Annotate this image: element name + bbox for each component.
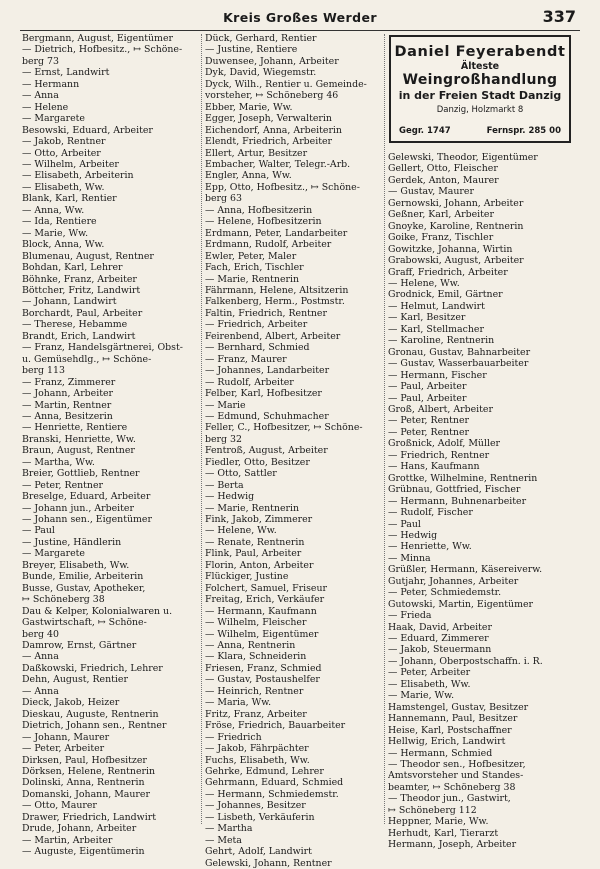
directory-entry: Domanski, Johann, Maurer bbox=[22, 788, 150, 800]
directory-entry: Erdmann, Peter, Landarbeiter bbox=[205, 227, 348, 239]
directory-entry: Breier, Gottlieb, Rentner bbox=[22, 468, 140, 480]
directory-entry: Faltin, Friedrich, Rentner bbox=[205, 307, 327, 319]
directory-entry: Breselge, Eduard, Arbeiter bbox=[22, 491, 151, 503]
directory-entry: — Ernst, Landwirt bbox=[22, 67, 110, 79]
directory-entry: Fiedler, Otto, Besitzer bbox=[205, 456, 310, 468]
directory-entry: — Franz, Handelsgärtnerei, Obst- bbox=[22, 342, 183, 354]
directory-entry: — Auguste, Eigentümerin bbox=[22, 846, 145, 858]
directory-entry: berg 73 bbox=[22, 55, 59, 67]
ad-business: Weingroßhandlung bbox=[402, 72, 558, 88]
directory-entry: — Justine, Händlerin bbox=[22, 536, 122, 548]
directory-entry: — Wilhelm, Fleischer bbox=[205, 617, 307, 629]
directory-entry: Fentroß, August, Arbeiter bbox=[205, 445, 328, 457]
directory-entry: Fink, Jakob, Zimmerer bbox=[205, 514, 313, 526]
directory-entry: ↦ Schöneberg 112 bbox=[388, 804, 477, 816]
directory-entry: Ewler, Peter, Maler bbox=[205, 250, 297, 262]
directory-entry: — Helene, Ww. bbox=[388, 277, 460, 289]
directory-entry: — Hermann, Kaufmann bbox=[205, 605, 317, 617]
directory-entry: — Frieda bbox=[388, 610, 432, 622]
directory-entry: Erdmann, Rudolf, Arbeiter bbox=[205, 239, 332, 251]
directory-entry: Block, Anna, Ww. bbox=[22, 239, 105, 251]
directory-entry: Dörksen, Helene, Rentnerin bbox=[22, 766, 156, 777]
directory-entry: Daßkowski, Friedrich, Lehrer bbox=[22, 662, 163, 674]
directory-entry: Dolinski, Anna, Rentnerin bbox=[22, 777, 145, 789]
directory-entry: — Peter, Rentner bbox=[388, 426, 469, 438]
directory-entry: — Marie bbox=[205, 399, 246, 411]
directory-entry: Herhudt, Karl, Tierarzt bbox=[388, 827, 499, 839]
directory-entry: Amtsvorsteher und Standes- bbox=[388, 770, 524, 782]
directory-entry: Bohdan, Karl, Lehrer bbox=[22, 262, 123, 274]
directory-entry: — Henriette, Ww. bbox=[388, 541, 472, 553]
directory-entry: Fritz, Franz, Arbeiter bbox=[205, 708, 307, 720]
directory-entry: — Maria, Ww. bbox=[205, 697, 272, 709]
directory-entry: — Helene, Hofbesitzerin bbox=[205, 216, 322, 228]
directory-entry: Eichendorf, Anna, Arbeiterin bbox=[205, 124, 342, 136]
directory-entry: — Berta bbox=[205, 479, 244, 491]
directory-entry: Breyer, Elisabeth, Ww. bbox=[22, 559, 130, 571]
directory-entry: Gnoyke, Karoline, Rentnerin bbox=[388, 220, 524, 232]
directory-entry: Dyck, Wilh., Rentier u. Gemeinde- bbox=[205, 78, 367, 90]
directory-entry: Böhnke, Franz, Arbeiter bbox=[22, 273, 137, 285]
directory-entry: Dück, Gerhard, Rentier bbox=[205, 33, 317, 44]
directory-entry: Engler, Anna, Ww. bbox=[205, 170, 292, 182]
page-number: 337 bbox=[542, 7, 576, 26]
directory-entry: — Hermann, Buhnenarbeiter bbox=[388, 495, 527, 507]
directory-entry: — Franz, Zimmerer bbox=[22, 376, 116, 388]
directory-entry: — Martin, Arbeiter bbox=[22, 834, 113, 846]
directory-entry: — Justine, Rentiere bbox=[205, 44, 298, 56]
directory-entry: — Paul bbox=[22, 525, 55, 537]
directory-entry: Feller, C., Hofbesitzer, ↦ Schöne- bbox=[205, 422, 363, 434]
directory-entry: berg 32 bbox=[205, 433, 242, 445]
directory-entry: Felber, Karl, Hofbesitzer bbox=[205, 388, 322, 400]
directory-entry: Gowitzke, Johanna, Wirtin bbox=[388, 243, 513, 255]
directory-entry: — Paul, Arbeiter bbox=[388, 392, 467, 404]
directory-entry: Dehn, August, Rentier bbox=[22, 674, 128, 686]
directory-entry: Grabowski, August, Arbeiter bbox=[388, 255, 524, 267]
directory-entry: Böttcher, Fritz, Landwirt bbox=[22, 284, 141, 296]
directory-entry: — Karl, Besitzer bbox=[388, 312, 466, 324]
directory-entry: — Helene bbox=[22, 101, 69, 113]
directory-entry: berg 40 bbox=[22, 628, 59, 640]
directory-entry: — Johann sen., Eigentümer bbox=[22, 514, 152, 526]
directory-entry: Brandt, Erich, Landwirt bbox=[22, 330, 136, 342]
directory-entry: Hermann, Joseph, Arbeiter bbox=[388, 839, 517, 851]
directory-entry: beamter, ↦ Schöneberg 38 bbox=[388, 781, 516, 793]
directory-entry: Heppner, Marie, Ww. bbox=[388, 816, 489, 828]
directory-entry: Goike, Franz, Tischler bbox=[388, 232, 494, 244]
directory-entry: Flückiger, Justine bbox=[205, 571, 289, 583]
directory-entry: — Franz, Maurer bbox=[205, 353, 287, 365]
directory-entry: — Rudolf, Arbeiter bbox=[205, 376, 294, 388]
ad-address: Danzig, Holzmarkt 8 bbox=[436, 105, 524, 115]
directory-entry: — Lisbeth, Verkäuferin bbox=[205, 811, 315, 823]
directory-entry: — Marie, Rentnerin bbox=[205, 502, 300, 514]
directory-entry: — Hans, Kaufmann bbox=[388, 461, 480, 473]
directory-entry: Grüßler, Hermann, Käsereiverw. bbox=[388, 564, 543, 576]
directory-entry: — Wilhelm, Eigentümer bbox=[205, 628, 319, 640]
directory-entry: Fach, Erich, Tischler bbox=[205, 262, 304, 274]
directory-entry: Blumenau, August, Rentner bbox=[22, 250, 154, 262]
directory-entry: — Renate, Rentnerin bbox=[205, 536, 305, 548]
directory-entry: — Anna bbox=[22, 90, 59, 102]
advertisement-box bbox=[389, 35, 571, 143]
page-header bbox=[20, 6, 580, 31]
directory-entry: — Hermann, Schmiedemstr. bbox=[205, 788, 339, 800]
directory-entry: — Martin, Rentner bbox=[22, 399, 112, 411]
directory-entry: Ebber, Marie, Ww. bbox=[205, 101, 293, 113]
directory-entry: — Jakob, Rentner bbox=[22, 136, 106, 148]
directory-entry: — Margarete bbox=[22, 113, 85, 125]
directory-entry: — Jakob, Fährpächter bbox=[205, 743, 309, 755]
directory-entry: — Wilhelm, Arbeiter bbox=[22, 158, 119, 170]
directory-entry: Hellwig, Erich, Landwirt bbox=[388, 736, 506, 748]
directory-entry: Haak, David, Arbeiter bbox=[388, 621, 492, 633]
directory-entry: — Helene, Ww. bbox=[205, 525, 277, 537]
directory-entry: Friesen, Franz, Schmied bbox=[205, 662, 322, 674]
directory-entry: Epp, Otto, Hofbesitz., ↦ Schöne- bbox=[205, 181, 360, 193]
directory-entry: — Heinrich, Rentner bbox=[205, 685, 304, 697]
column-divider bbox=[201, 34, 202, 824]
directory-entry: Egger, Joseph, Verwalterin bbox=[205, 113, 332, 125]
directory-entry: — Otto, Maurer bbox=[22, 800, 97, 812]
directory-entry: Dieskau, Auguste, Rentnerin bbox=[22, 708, 159, 720]
directory-entry: — Johannes, Landarbeiter bbox=[205, 365, 330, 377]
directory-entry: Borchardt, Paul, Arbeiter bbox=[22, 307, 143, 319]
directory-entry: Hamstengel, Gustav, Besitzer bbox=[388, 701, 529, 713]
directory-entry: — Paul bbox=[388, 518, 421, 530]
directory-entry: — Margarete bbox=[22, 548, 85, 560]
directory-column-3 bbox=[388, 152, 566, 851]
directory-entry: — Karoline, Rentnerin bbox=[388, 335, 495, 347]
directory-entry: Dieck, Jakob, Heizer bbox=[22, 697, 120, 709]
directory-entry: — Jakob, Steuermann bbox=[388, 644, 492, 656]
directory-entry: — Johann, Landwirt bbox=[22, 296, 117, 308]
directory-entry: Freitag, Erich, Verkäufer bbox=[205, 594, 325, 606]
directory-entry: Hannemann, Paul, Besitzer bbox=[388, 713, 518, 725]
directory-entry: — Johannes, Besitzer bbox=[205, 800, 306, 812]
directory-entry: Gehrt, Adolf, Landwirt bbox=[205, 846, 312, 858]
directory-entry: — Ida, Rentiere bbox=[22, 216, 97, 228]
directory-entry: — Anna, Ww. bbox=[22, 204, 85, 216]
directory-entry: Dirksen, Paul, Hofbesitzer bbox=[22, 754, 147, 766]
directory-entry: Bunde, Emilie, Arbeiterin bbox=[22, 571, 144, 583]
directory-entry: Flink, Paul, Arbeiter bbox=[205, 548, 302, 560]
directory-entry: Großnick, Adolf, Müller bbox=[388, 438, 500, 450]
directory-entry: Groß, Albert, Arbeiter bbox=[388, 403, 493, 415]
directory-entry: — Friedrich, Arbeiter bbox=[205, 319, 308, 331]
directory-entry: — Hedwig bbox=[205, 491, 255, 503]
directory-entry: Gronau, Gustav, Bahnarbeiter bbox=[388, 346, 531, 358]
directory-entry: Feirenbend, Albert, Arbeiter bbox=[205, 330, 341, 342]
directory-entry: Dietrich, Johann sen., Rentner bbox=[22, 720, 167, 732]
directory-entry: Gelewski, Theodor, Eigentümer bbox=[388, 152, 538, 163]
directory-entry: Elendt, Friedrich, Arbeiter bbox=[205, 136, 333, 148]
directory-entry: Drawer, Friedrich, Landwirt bbox=[22, 811, 156, 823]
directory-entry: — Otto, Sattler bbox=[205, 468, 277, 480]
directory-entry: — Elisabeth, Arbeiterin bbox=[22, 170, 134, 182]
directory-entry: Graff, Friedrich, Arbeiter bbox=[388, 266, 508, 278]
directory-entry: — Marie, Rentnerin bbox=[205, 273, 300, 285]
directory-entry: — Rudolf, Fischer bbox=[388, 507, 473, 519]
ad-footer bbox=[399, 126, 561, 136]
directory-entry: Blank, Karl, Rentier bbox=[22, 193, 117, 205]
directory-entry: — Marie, Ww. bbox=[388, 690, 455, 702]
directory-entry: vorsteher, ↦ Schöneberg 46 bbox=[205, 90, 339, 102]
directory-entry: Grottke, Wilhelmine, Rentnerin bbox=[388, 472, 538, 484]
directory-entry: Heise, Karl, Postschaffner bbox=[388, 724, 512, 736]
directory-entry: Gehrke, Edmund, Lehrer bbox=[205, 766, 324, 777]
directory-entry: — Anna, Hofbesitzerin bbox=[205, 204, 313, 216]
directory-entry: ↦ Schöneberg 38 bbox=[22, 594, 105, 606]
directory-entry: — Meta bbox=[205, 834, 242, 846]
ad-subtitle: Älteste bbox=[460, 61, 500, 72]
directory-entry: Embacher, Walter, Telegr.-Arb. bbox=[205, 158, 351, 170]
directory-entry: Folchert, Samuel, Friseur bbox=[205, 582, 327, 594]
page-title: Kreis Großes Werder bbox=[223, 10, 377, 25]
directory-entry: Florin, Anton, Arbeiter bbox=[205, 559, 314, 571]
directory-entry: — Peter, Arbeiter bbox=[388, 667, 471, 679]
directory-entry: — Johann jun., Arbeiter bbox=[22, 502, 134, 514]
directory-entry: Besowski, Eduard, Arbeiter bbox=[22, 124, 153, 136]
directory-entry: — Johann, Maurer bbox=[22, 731, 110, 743]
directory-entry: — Hermann bbox=[22, 78, 80, 90]
ad-company-name: Daniel Feyerabendt bbox=[394, 44, 566, 60]
directory-entry: Gerdek, Anton, Maurer bbox=[388, 174, 499, 186]
directory-entry: — Anna bbox=[22, 651, 59, 663]
directory-entry: — Minna bbox=[388, 552, 431, 564]
directory-entry: — Theodor sen., Hofbesitzer, bbox=[388, 759, 526, 771]
directory-entry: u. Gemüsehdlg., ↦ Schöne- bbox=[22, 353, 152, 365]
directory-entry: Gutjahr, Johannes, Arbeiter bbox=[388, 575, 519, 587]
ad-phone: Fernspr. 285 00 bbox=[486, 126, 561, 136]
directory-entry: — Hermann, Schmied bbox=[388, 747, 493, 759]
directory-entry: — Theodor jun., Gastwirt, bbox=[388, 793, 511, 805]
directory-entry: — Henriette, Rentiere bbox=[22, 422, 128, 434]
directory-entry: — Dietrich, Hofbesitz., ↦ Schöne- bbox=[22, 44, 183, 56]
directory-entry: Fröse, Friedrich, Bauarbeiter bbox=[205, 720, 346, 732]
directory-entry: Damrow, Ernst, Gärtner bbox=[22, 640, 137, 652]
directory-entry: Drude, Johann, Arbeiter bbox=[22, 823, 137, 835]
directory-entry: — Elisabeth, Ww. bbox=[388, 678, 471, 690]
directory-entry: — Peter, Schmiedemstr. bbox=[388, 587, 502, 599]
directory-entry: — Paul, Arbeiter bbox=[388, 381, 467, 393]
directory-entry: berg 63 bbox=[205, 193, 242, 205]
directory-entry: Gehrmann, Eduard, Schmied bbox=[205, 777, 344, 789]
directory-entry: Falkenberg, Herm., Postmstr. bbox=[205, 296, 345, 308]
directory-entry: — Hedwig bbox=[388, 529, 438, 541]
directory-entry: — Marie, Ww. bbox=[22, 227, 89, 239]
directory-entry: Fuchs, Elisabeth, Ww. bbox=[205, 754, 310, 766]
directory-entry: Geßner, Karl, Arbeiter bbox=[388, 209, 494, 221]
directory-entry: Gernowski, Johann, Arbeiter bbox=[388, 197, 524, 209]
directory-entry: — Gustav, Postaushelfer bbox=[205, 674, 320, 686]
directory-entry: — Peter, Rentner bbox=[22, 479, 103, 491]
directory-entry: — Martha bbox=[205, 823, 253, 835]
directory-entry: Branski, Henriette, Ww. bbox=[22, 433, 136, 445]
directory-entry: Duwensee, Johann, Arbeiter bbox=[205, 55, 339, 67]
directory-entry: — Anna, Rentnerin bbox=[205, 640, 296, 652]
directory-entry: — Martha, Ww. bbox=[22, 456, 95, 468]
directory-entry: — Anna, Besitzerin bbox=[22, 410, 113, 422]
directory-entry: — Otto, Arbeiter bbox=[22, 147, 101, 159]
directory-column-2 bbox=[205, 33, 383, 869]
directory-entry: Gutowski, Martin, Eigentümer bbox=[388, 598, 534, 610]
directory-entry: Grodnick, Emil, Gärtner bbox=[388, 289, 503, 301]
directory-entry: Dyk, David, Wiegemstr. bbox=[205, 67, 317, 79]
directory-entry: — Friedrich bbox=[205, 731, 262, 743]
directory-entry: — Klara, Schneiderin bbox=[205, 651, 307, 663]
directory-entry: Bergmann, August, Eigentümer bbox=[22, 33, 173, 44]
directory-entry: — Johann, Oberpostschaffn. i. R. bbox=[388, 655, 543, 667]
directory-entry: Gelewski, Johann, Rentner bbox=[205, 857, 332, 869]
directory-entry: — Bernhard, Schmied bbox=[205, 342, 310, 354]
ad-founded: Gegr. 1747 bbox=[399, 126, 451, 136]
directory-entry: — Peter, Arbeiter bbox=[22, 743, 105, 755]
directory-entry: Busse, Gustav, Apotheker, bbox=[22, 582, 146, 594]
directory-entry: berg 113 bbox=[22, 365, 65, 377]
directory-entry: — Gustav, Wasserbauarbeiter bbox=[388, 358, 529, 370]
directory-entry: — Johann, Arbeiter bbox=[22, 388, 114, 400]
directory-entry: — Karl, Stellmacher bbox=[388, 323, 484, 335]
directory-entry: Braun, August, Rentner bbox=[22, 445, 135, 457]
ad-place: in der Freien Stadt Danzig bbox=[398, 89, 562, 102]
directory-entry: Ellert, Artur, Besitzer bbox=[205, 147, 308, 159]
directory-entry: — Helmut, Landwirt bbox=[388, 300, 485, 312]
directory-entry: — Friedrich, Rentner bbox=[388, 449, 490, 461]
column-divider bbox=[384, 34, 385, 824]
directory-entry: Gellert, Otto, Fleischer bbox=[388, 163, 498, 175]
directory-entry: Gastwirtschaft, ↦ Schöne- bbox=[22, 617, 147, 629]
directory-entry: — Anna bbox=[22, 685, 59, 697]
directory-column-1 bbox=[22, 33, 200, 858]
directory-entry: Grübnau, Gottfried, Fischer bbox=[388, 484, 521, 496]
directory-entry: — Elisabeth, Ww. bbox=[22, 181, 105, 193]
directory-entry: — Eduard, Zimmerer bbox=[388, 633, 489, 645]
directory-entry: — Gustav, Maurer bbox=[388, 186, 474, 198]
directory-entry: — Therese, Hebamme bbox=[22, 319, 128, 331]
directory-entry: Fährmann, Helene, Altsitzerin bbox=[205, 284, 349, 296]
directory-entry: — Hermann, Fischer bbox=[388, 369, 487, 381]
directory-entry: — Peter, Rentner bbox=[388, 415, 469, 427]
directory-entry: — Edmund, Schuhmacher bbox=[205, 410, 329, 422]
directory-entry: Dau & Kelper, Kolonialwaren u. bbox=[22, 605, 173, 617]
